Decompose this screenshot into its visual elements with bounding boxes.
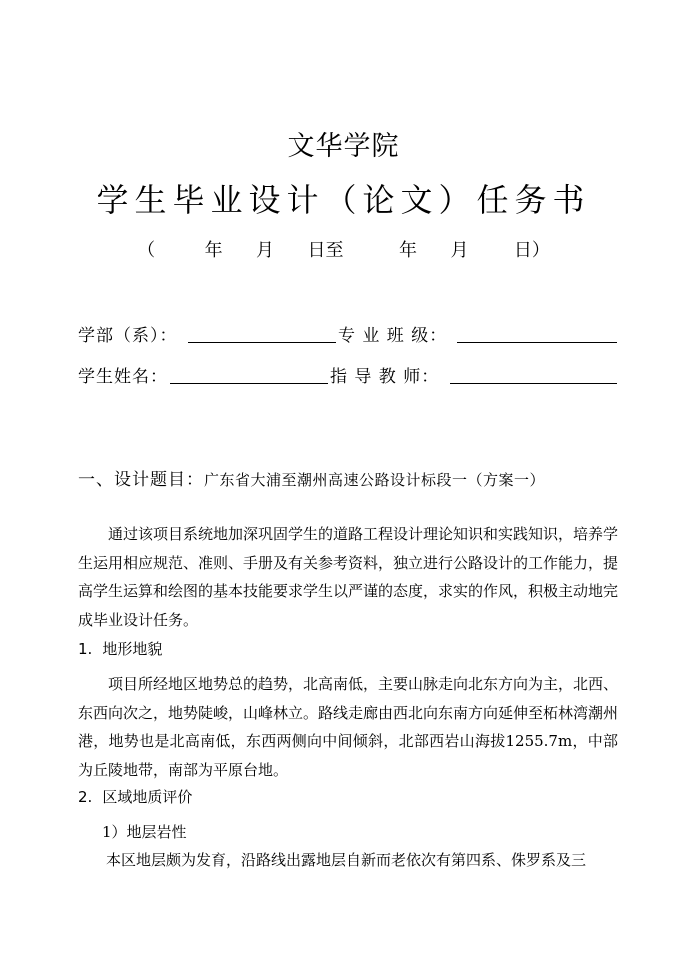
item-terrain-label: 地形地貌: [102, 640, 163, 658]
date-year-2: 年: [398, 240, 417, 261]
date-month-2: 月: [450, 240, 469, 261]
advisor-field[interactable]: [450, 383, 617, 384]
design-topic-value: 广东省大浦至潮州高速公路设计标段一（方案一）: [204, 471, 546, 489]
class-label: 专 业 班 级：: [338, 326, 448, 346]
design-topic-label: 一、设计题目：: [78, 470, 204, 490]
date-range: [0, 236, 687, 262]
department-field[interactable]: [188, 342, 336, 343]
class-field[interactable]: [457, 342, 617, 343]
date-month-1: 月: [256, 240, 275, 261]
item-geology-label: 区域地质评价: [102, 788, 193, 806]
date-open-paren: （: [137, 240, 156, 261]
item-terrain-number: 1.: [78, 640, 93, 658]
item-terrain-text: 项目所经地区地势总的趋势，北高南低，主要山脉走向北东方向为主，北西、东西向次之，地势陡峻，山峰林立。路线走廊由西北向东南方向延伸至柘林湾潮州港，地势也是北高南低，东西两侧向中间倾斜，北部西岩山海拔1255.7m，中部为丘陵地带，南部为平原台地。: [78, 675, 619, 779]
date-year-1: 年: [204, 240, 223, 261]
advisor-label: 指 导 教 师：: [330, 367, 440, 387]
design-topic-heading: [78, 465, 545, 490]
item-geology-heading: [78, 786, 192, 807]
date-day-to: 日至: [307, 240, 344, 261]
item-geology-number: 2.: [78, 788, 93, 806]
date-day-close: 日）: [513, 240, 550, 261]
school-name: 文华学院: [287, 131, 400, 162]
department-label: 学部（系）：: [78, 326, 178, 346]
geology-text: 本区地层颇为发育，沿路线出露地层自新而老依次有第四系、侏罗系及三: [106, 851, 587, 869]
geology-subheading: 1）地层岩性: [102, 823, 187, 841]
document-title: 学生毕业设计（论文）任务书: [96, 181, 591, 219]
student-name-field[interactable]: [170, 383, 328, 384]
intro-paragraph: 通过该项目系统地加深巩固学生的道路工程设计理论知识和实践知识，培养学生运用相应规范、准则、手册及有关参考资料，独立进行公路设计的工作能力，提高学生运算和绘图的基本技能要求学生以严谨的态度，求实的作风，积极主动地完成毕业设计任务。: [78, 525, 619, 629]
item-terrain-heading: [78, 638, 162, 659]
student-name-label: 学生姓名：: [78, 367, 168, 387]
